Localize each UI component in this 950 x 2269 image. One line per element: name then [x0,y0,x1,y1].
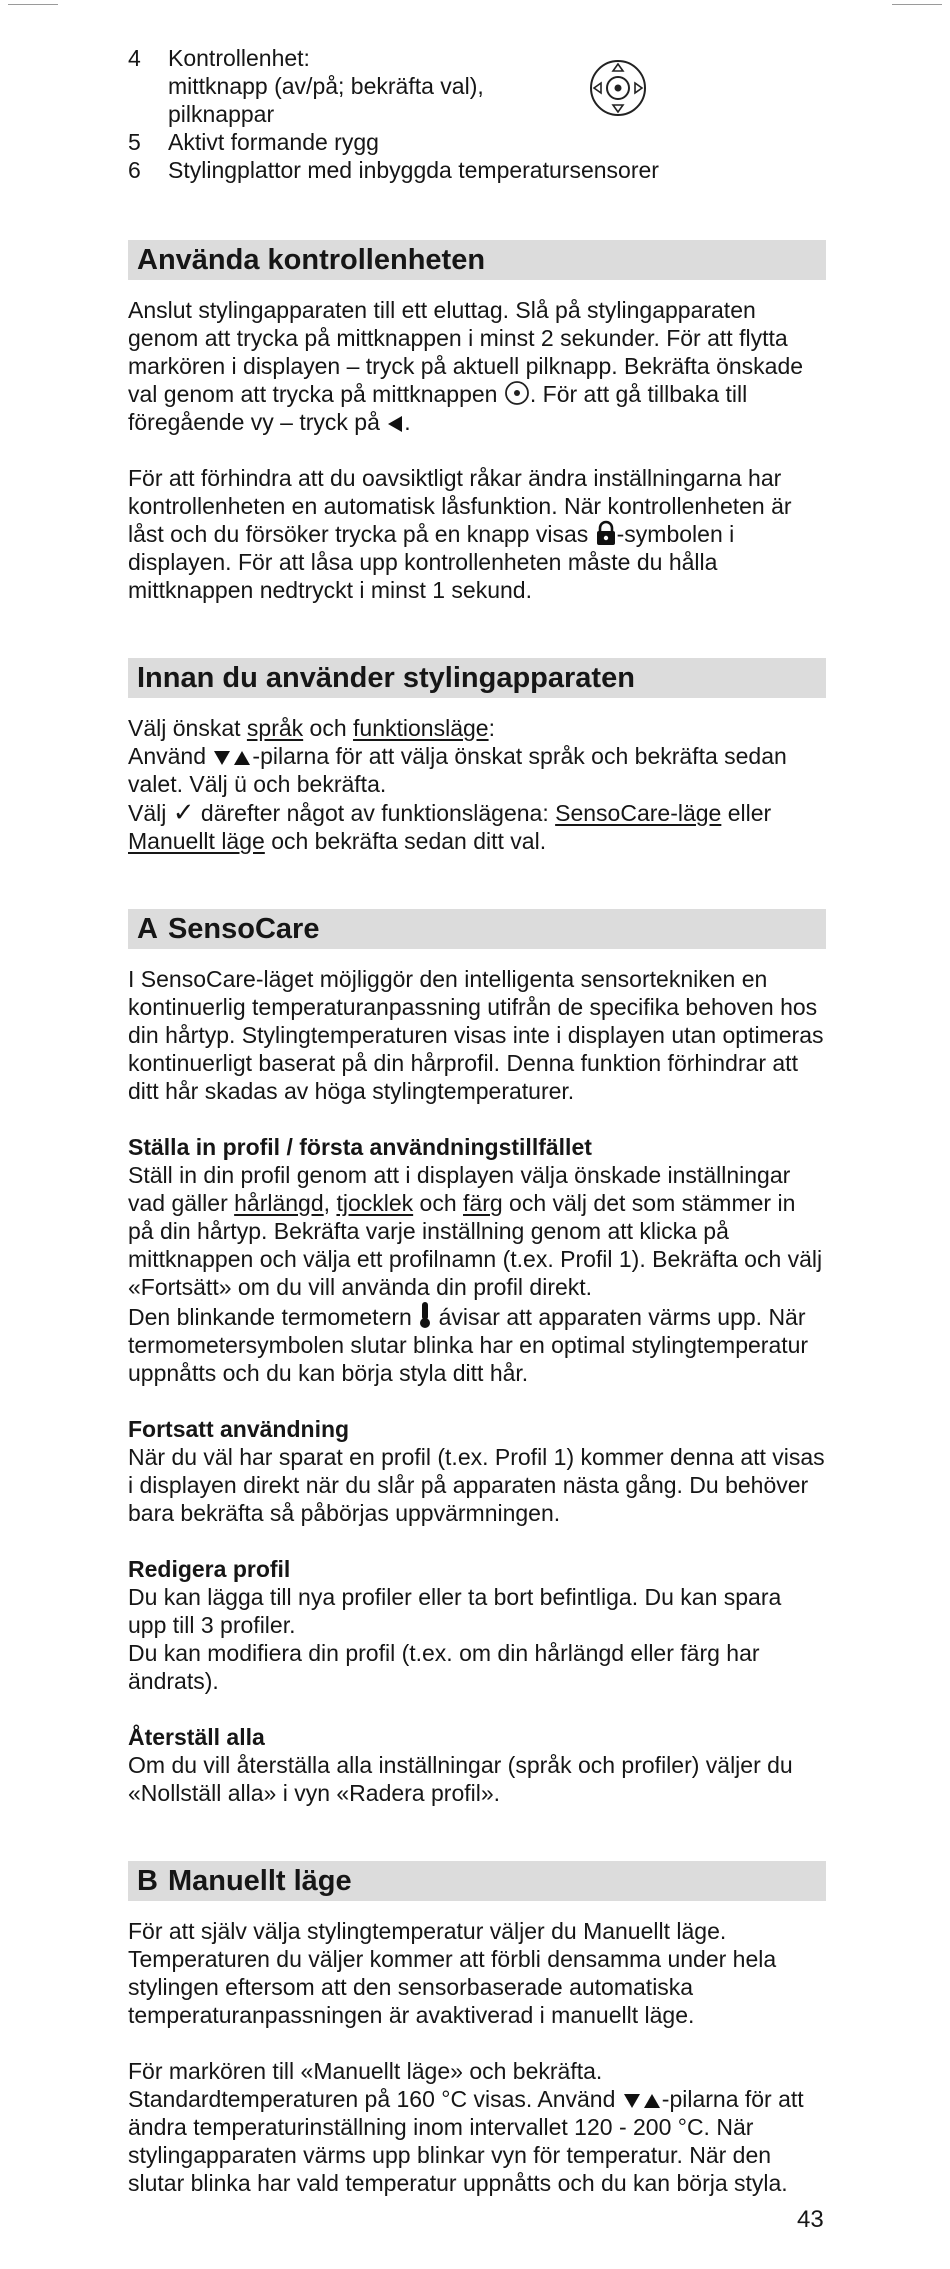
subsection-title: Återställ alla [128,1724,265,1750]
list-text: Kontrollenhet: mittknapp (av/på; bekräfta val), pilknappar [168,45,484,127]
section-heading: Innan du använder stylingapparaten [128,658,826,698]
page-number: 43 [797,2206,824,2233]
thermometer-icon [418,1301,432,1329]
section-manual-mode [128,1861,826,2197]
paragraph: När du väl har sparat en profil (t.ex. Profil 1) kommer denna att visas i displayen direkt när du slår på apparaten nästa gång. Du behöver bara bekräfta så påbörjas uppvärmningen. [128,1444,825,1526]
section-sensocare [128,909,826,1807]
section-controls [128,240,826,604]
paragraph: Den blinkande termometern ávisar att apparaten värms upp. När termometersymbolen slutar blinka har en optimal stylingtemperatur uppnåtts och du kan börja styla ditt hår. [128,1301,826,1387]
lock-icon [595,520,617,546]
section-before-use [128,658,826,855]
parts-list [128,44,826,184]
section-heading: Använda kontrollenheten [128,240,826,280]
list-item-4 [128,44,826,128]
paragraph: I SensoCare-läget möjliggör den intelligenta sensortekniken en kontinuerlig temperaturanpassning utifrån de specifika behoven hos din hårtyp. Stylingtemperaturen visas inte i displayen utan optimeras kontinuerligt baserat på din hårprofil. Denna funktion förhindrar att ditt hår skadas av höga stylingtemperaturer. [128,966,824,1104]
list-text: Aktivt formande rygg [168,129,379,155]
manual-page [128,44,826,2197]
subsection-title: Redigera profil [128,1556,291,1582]
list-number: 6 [128,157,141,183]
arrow-down-up-icon [622,2091,662,2111]
subsection-continued-use [128,1415,826,1527]
arrow-down-up-icon [212,748,252,768]
crop-mark-right [892,4,942,5]
list-number: 5 [128,129,141,155]
subsection-title: Fortsatt användning [128,1416,350,1442]
paragraph: Om du vill återställa alla inställningar (språk och profiler) väljer du «Nollställ alla» i vyn «Radera profil». [128,1752,793,1806]
list-item-5 [128,128,826,156]
checkmark-icon: ✓ [172,797,195,827]
paragraph: Anslut stylingapparaten till ett eluttag. Slå på stylingapparaten genom att trycka på mittknappen i minst 2 sekunder. För att flytta markören i displayen – tryck på aktuell pilknapp. Bekräfta önskade val genom att trycka på mittknappen . För att gå tillbaka till föregående vy – tryck på . [128,297,804,435]
crop-mark-left [8,4,58,5]
subsection-title: Ställa in profil / första användningstillfället [128,1134,592,1160]
paragraph: Välj önskat språk och funktionsläge: Använd -pilarna för att välja önskat språk och bekräfta sedan valet. Välj ü och bekräfta. Välj ✓ därefter något av funktionslägena: SensoCare-läge eller Manuellt läge och bekräfta sedan ditt val. [128,715,787,854]
subsection-profile [128,1133,826,1387]
control-unit-icon [588,58,648,118]
list-number: 4 [128,45,141,71]
paragraph: För att förhindra att du oavsiktligt råkar ändra inställningarna har kontrollenheten en automatisk låsfunktion. När kontrollenheten är låst och du försöker trycka på en knapp visas -symbolen i displayen. För att låsa upp kontrollenheten måste du hålla mittknappen nedtryckt i minst 1 sekund. [128,465,792,603]
center-button-icon [504,380,530,406]
paragraph: För att själv välja stylingtemperatur väljer du Manuellt läge. Temperaturen du väljer kommer att förbli densamma under hela stylingen eftersom att den sensorbaserade automatiska temperaturanpassningen är avaktiverad i manuellt läge. [128,1918,777,2028]
paragraph: Ställ in din profil genom att i displayen välja önskade inställningar vad gäller hårlängd, tjocklek och färg och välj det som stämmer in på din hårtyp. Bekräfta varje inställning genom att klicka på mittknappen och välja ett profilnamn (t.ex. Profil 1). Bekräfta och välj «Fortsätt» om du vill använda din profil direkt. [128,1162,823,1300]
list-text: Stylingplattor med inbyggda temperatursensorer [168,157,659,183]
subsection-edit-profile [128,1555,826,1695]
paragraph: Du kan lägga till nya profiler eller ta bort befintliga. Du kan spara upp till 3 profiler. [128,1584,782,1638]
paragraph: För markören till «Manuellt läge» och bekräfta. Standardtemperaturen på 160 °C visas. Använd -pilarna för att ändra temperaturinställning inom intervallet 120 - 200 °C. När stylingapparaten värms upp blinkar vyn för temperatur. När den slutar blinka har vald temperatur uppnåtts och du kan börja styla. [128,2058,804,2196]
list-item-6 [128,156,826,184]
subsection-reset-all [128,1723,826,1807]
arrow-left-icon [386,414,404,434]
paragraph: Du kan modifiera din profil (t.ex. om din hårlängd eller färg har ändrats). [128,1640,760,1694]
section-heading: A SensoCare [128,909,826,949]
section-heading: B Manuellt läge [128,1861,826,1901]
